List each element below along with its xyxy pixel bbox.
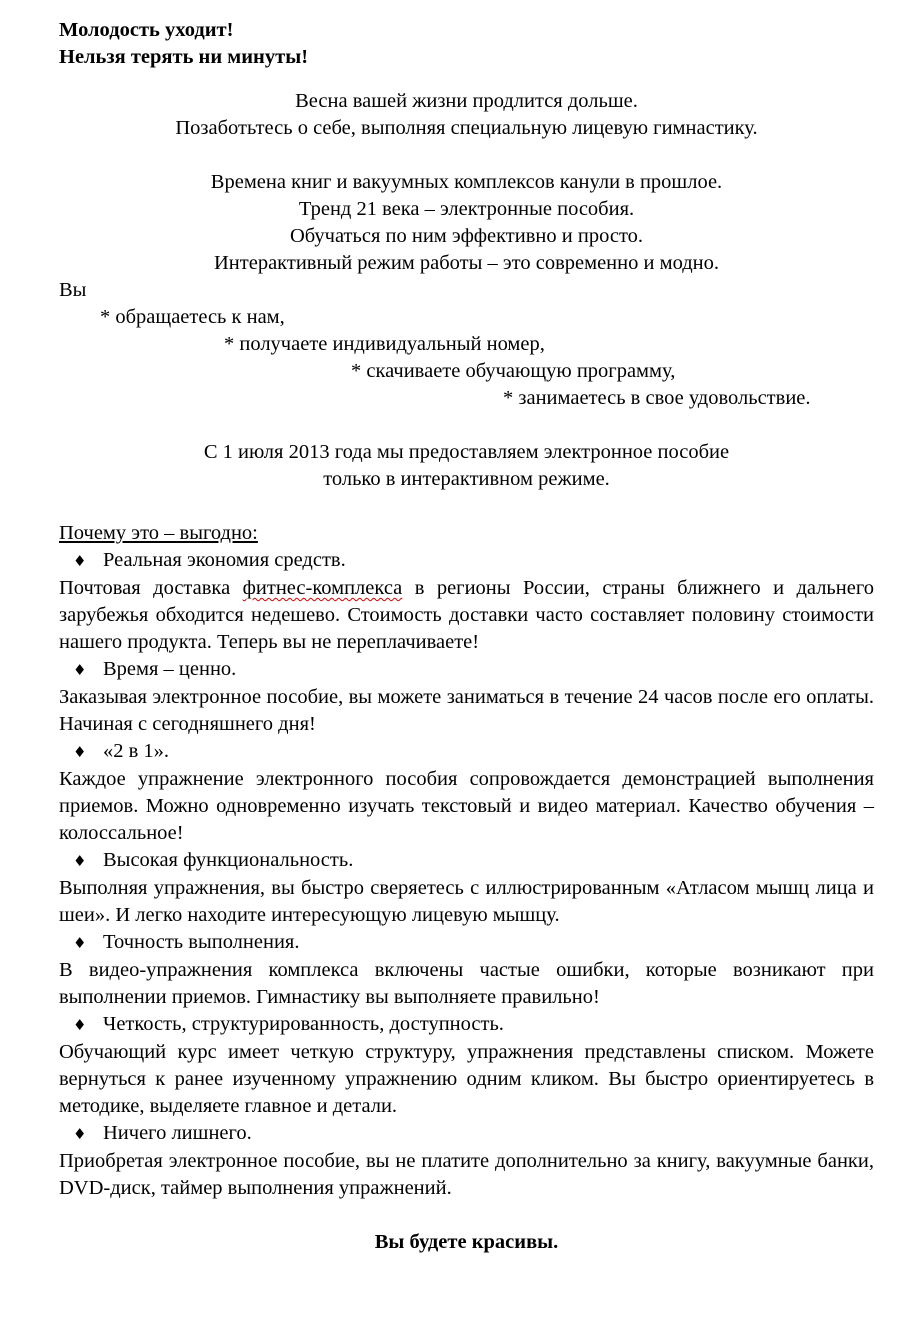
spacer — [59, 493, 874, 520]
trend-line-2: Тренд 21 века – электронные пособия. — [298, 198, 635, 220]
announce-line-2: только в интерактивном режиме. — [323, 468, 610, 490]
benefit-title-1 — [59, 547, 874, 575]
benefit-title-6 — [59, 1011, 874, 1039]
diamond-bullet-icon: ♦ — [73, 852, 87, 870]
benefit-text-1 — [59, 575, 874, 656]
benefit-title-5 — [59, 929, 874, 957]
diamond-bullet-icon: ♦ — [73, 1016, 87, 1034]
benefit-text-2: Заказывая электронное пособие, вы можете заниматься в течение 24 часов после его оплаты. Начиная с сегодняшнего дня! — [59, 686, 874, 735]
steps-lead: Вы — [59, 279, 87, 301]
benefit-title-4 — [59, 847, 874, 875]
step-item-2: * получаете индивидуальный номер, — [224, 333, 545, 355]
benefit-title-3 — [59, 738, 874, 766]
header-line-2: Нельзя терять ни минуты! — [59, 46, 309, 68]
diamond-bullet-icon: ♦ — [73, 552, 87, 570]
trend-line-3: Обучаться по ним эффективно и просто. — [289, 225, 644, 247]
step-item-3: * скачиваете обучающую программу, — [351, 360, 676, 382]
header-line-1: Молодость уходит! — [59, 19, 234, 41]
diamond-bullet-icon: ♦ — [73, 934, 87, 952]
diamond-bullet-icon: ♦ — [73, 661, 87, 679]
benefit-text-6: Обучающий курс имеет четкую структуру, упражнения представлены списком. Можете вернуться к ранее изученному упражнению одним кликом. Вы быстро ориентируетесь в методике, выделяете главное и детали. — [59, 1041, 874, 1117]
why-heading-text: Почему это – выгодно: — [59, 522, 258, 544]
diamond-bullet-icon: ♦ — [73, 743, 87, 761]
step-item-1: * обращаетесь к нам, — [100, 306, 285, 328]
spellcheck-marked-word: фитнес-комплекса — [242, 577, 403, 599]
spacer — [59, 142, 874, 169]
benefit-title-text: Четкость, структурированность, доступность. — [103, 1013, 504, 1035]
benefit-title-2 — [59, 656, 874, 684]
benefit-text-5: В видео-упражнения комплекса включены частые ошибки, которые возникают при выполнении приемов. Гимнастику вы выполняете правильно! — [59, 959, 874, 1008]
benefit-text-4: Выполняя упражнения, вы быстро сверяетесь с иллюстрированным «Атласом мышц лица и шеи». И легко находите интересующую лицевую мышцу. — [59, 877, 874, 926]
intro-line-2: Позаботьтесь о себе, выполняя специальную лицевую гимнастику. — [175, 117, 758, 139]
benefit-text-7: Приобретая электронное пособие, вы не платите дополнительно за книгу, вакуумные банки, DVD-диск, таймер выполнения упражнений. — [59, 1150, 874, 1199]
benefit-title-text: Реальная экономия средств. — [103, 549, 346, 571]
diamond-bullet-icon: ♦ — [73, 1125, 87, 1143]
spacer — [59, 71, 874, 88]
benefit-title-text: Ничего лишнего. — [103, 1122, 252, 1144]
announce-line-1: С 1 июля 2013 года мы предоставляем электронное пособие — [203, 441, 730, 463]
benefit-title-text: Время – ценно. — [103, 658, 237, 680]
spacer — [59, 1202, 874, 1229]
step-item-4: * занимаетесь в свое удовольствие. — [503, 387, 811, 409]
benefit-title-text: Точность выполнения. — [103, 931, 300, 953]
closing-line: Вы будете красивы. — [374, 1231, 559, 1253]
intro-line-1: Весна вашей жизни продлится дольше. — [295, 90, 638, 112]
benefit-title-text: Высокая функциональность. — [103, 849, 354, 871]
benefit-text-part: Почтовая доставка — [59, 577, 243, 599]
trend-line-1: Времена книг и вакуумных комплексов канули в прошлое. — [210, 171, 723, 193]
benefit-text-3: Каждое упражнение электронного пособия сопровождается демонстрацией выполнения приемов. Можно одновременно изучать текстовый и видео материал. Качество обучения – колоссальное! — [59, 768, 874, 844]
why-heading — [59, 520, 874, 547]
trend-line-4: Интерактивный режим работы – это современно и модно. — [213, 252, 720, 274]
benefit-title-7 — [59, 1120, 874, 1148]
spacer — [59, 412, 874, 439]
benefit-title-text: «2 в 1». — [103, 740, 170, 762]
benefit-text-part: в регионы России, страны ближнего и дальнего зарубежья обходится недешево. Стоимость доставки часто составляет половину стоимости нашего продукта. Теперь вы не переплачиваете! — [59, 577, 874, 653]
